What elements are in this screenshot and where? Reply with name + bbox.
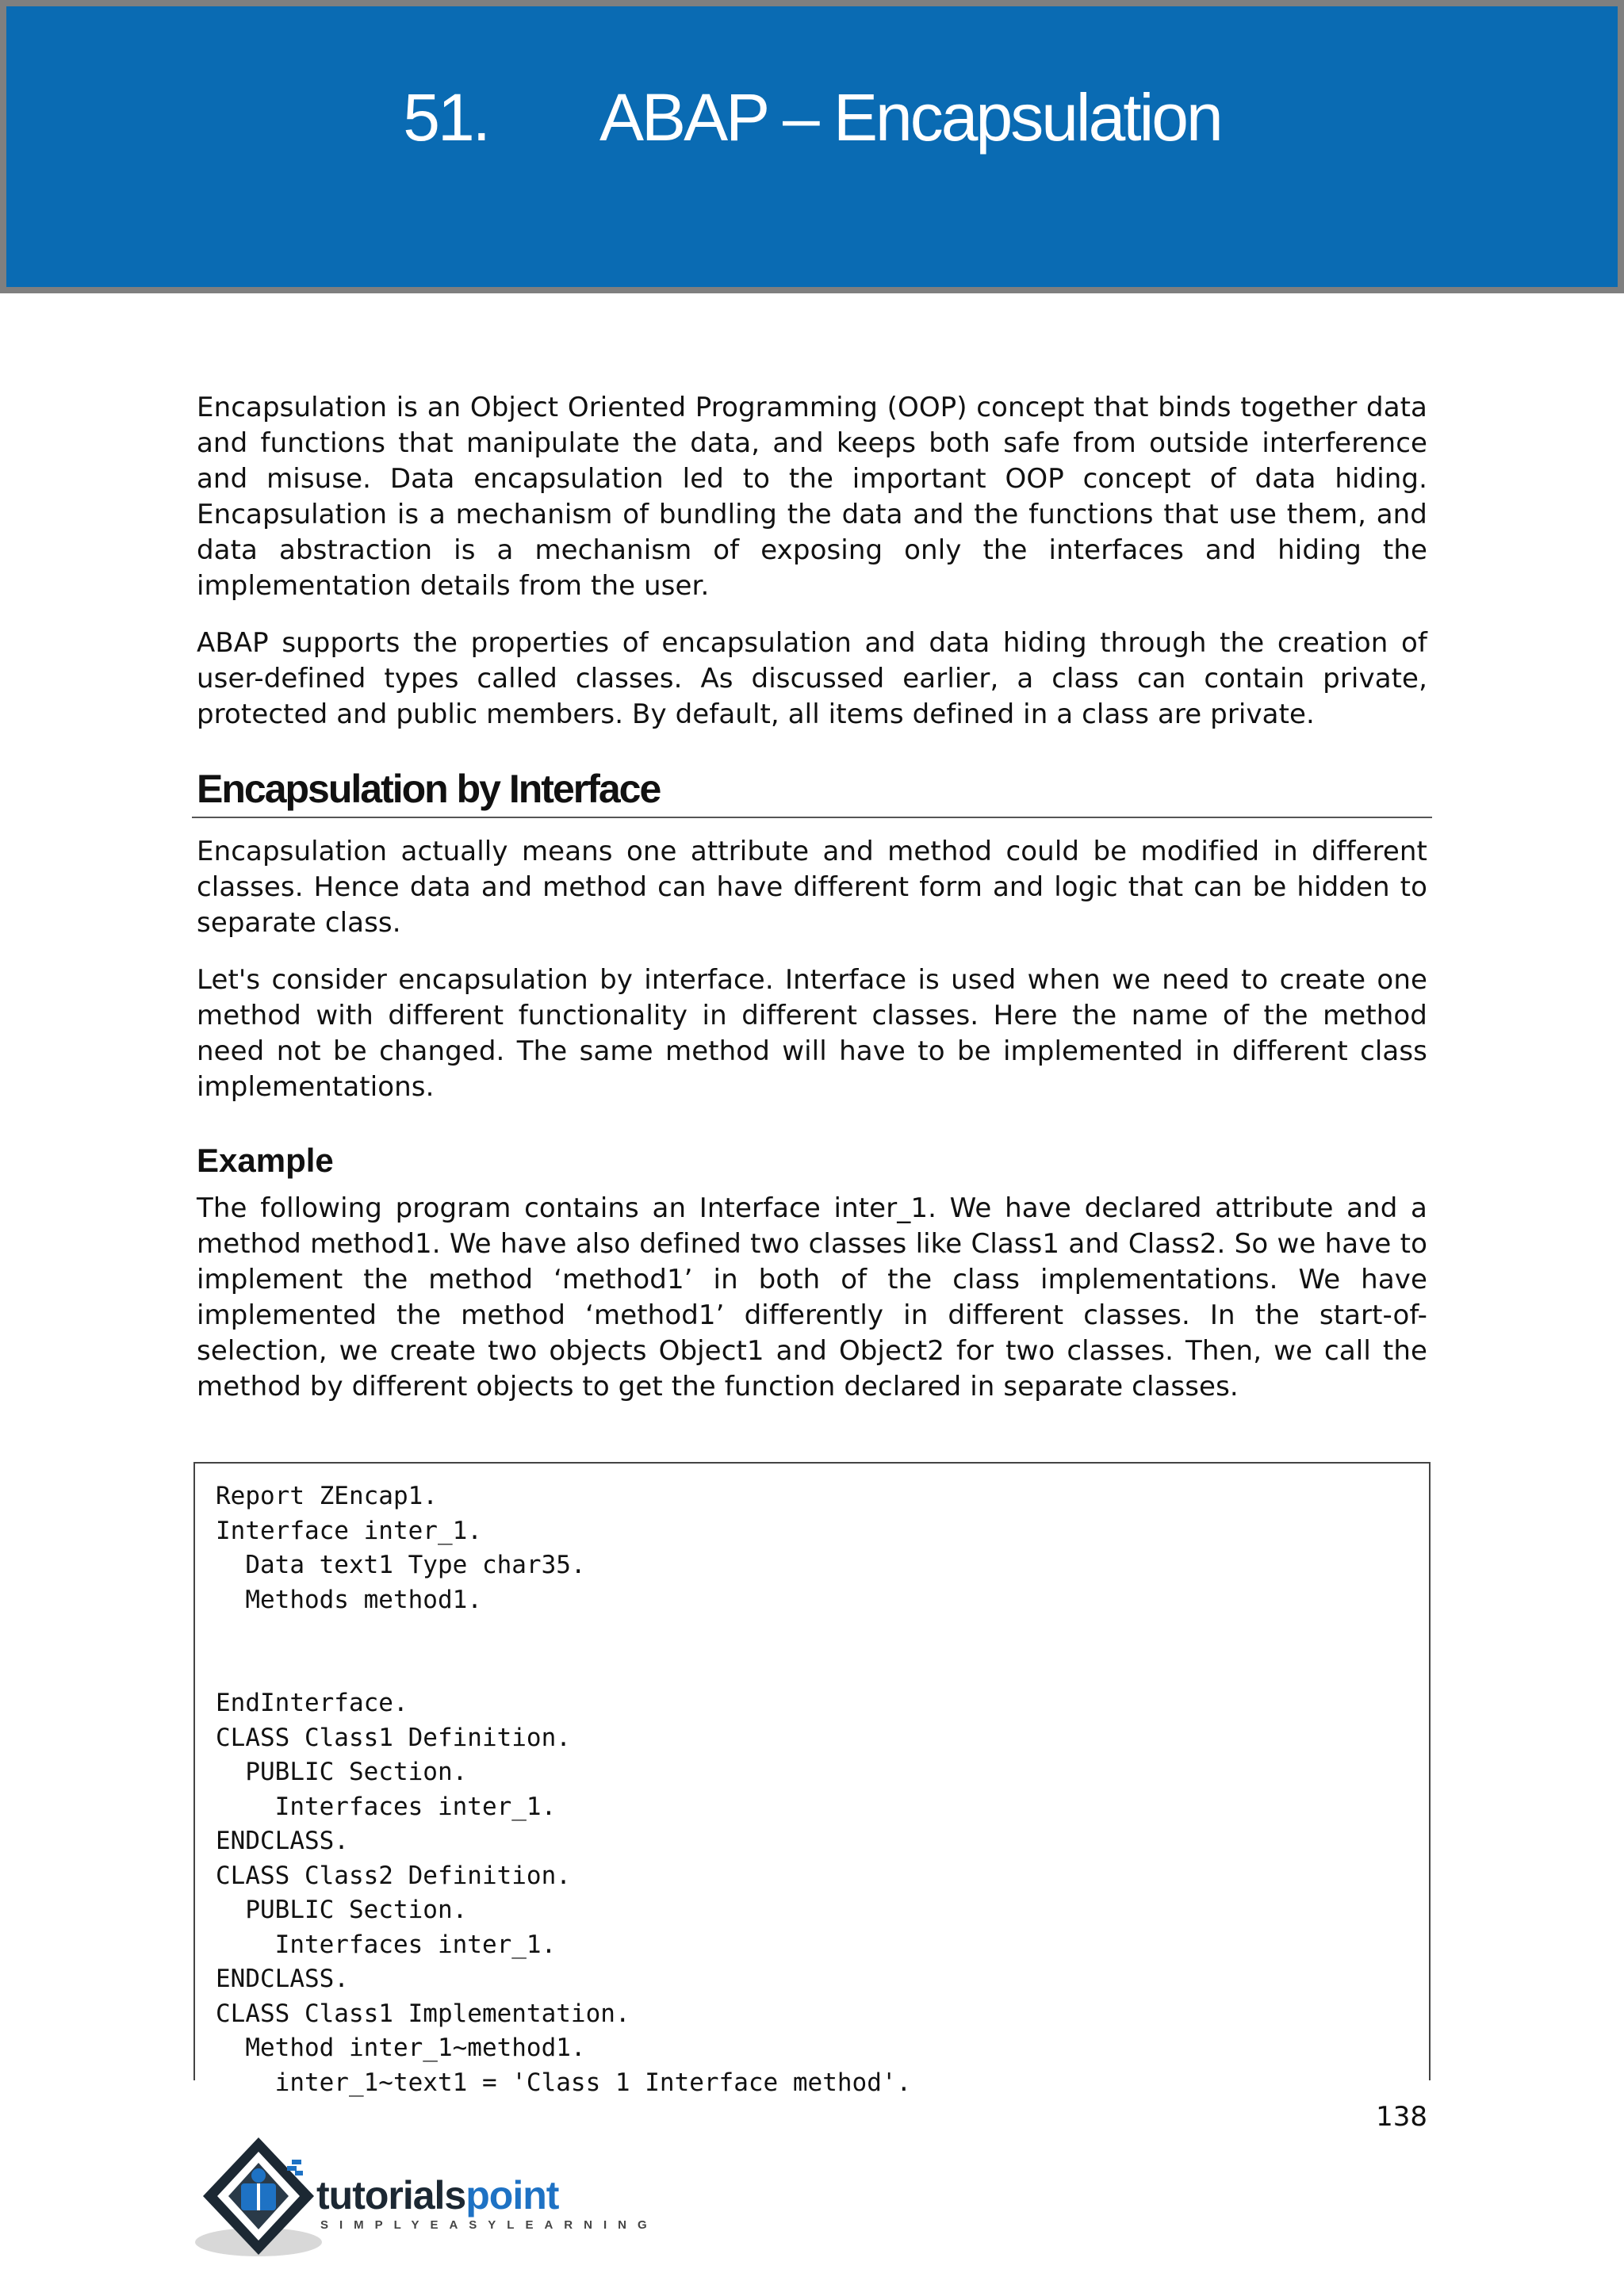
- code-line: Methods method1.: [216, 1585, 482, 1614]
- section-heading: Encapsulation by Interface: [192, 766, 1432, 818]
- chapter-number: 51.: [403, 80, 489, 155]
- section-paragraph: Encapsulation actually means one attribute and method could be modified in different classes. Hence data and method can have different form and logic that can be hidden to separate class.: [197, 836, 1427, 939]
- page-number: 138: [1376, 2101, 1427, 2133]
- code-line: Method inter_1~method1.: [216, 2034, 586, 2062]
- example-paragraph: The following program contains an Interface inter_1. We have declared attribute and a method method1. We have also defined two classes like Class1 and Class2. So we have to implement the method ‘method1’ in both of the class implementations. We have implemented the method ‘method1’ differently in different classes. In the start-of-selection, we create two objects Object1 and Object2 for two classes. Then, we call the method by different objects to get the function declared in separate classes.: [197, 1192, 1427, 1402]
- code-line: ENDCLASS.: [216, 1827, 349, 1855]
- code-line: PUBLIC Section.: [216, 1758, 468, 1786]
- code-line: [216, 1617, 1429, 1652]
- intro-paragraph: ABAP supports the properties of encapsulation and data hiding through the creation of user-defined types called classes. As discussed earlier, a class can contain private, protected and public members. By default, all items defined in a class are private.: [197, 627, 1427, 730]
- code-block: [193, 1462, 1431, 2097]
- code-line: [216, 1652, 1429, 1687]
- code-line: PUBLIC Section.: [216, 1896, 468, 1924]
- code-line: CLASS Class1 Definition.: [216, 1723, 571, 1752]
- code-line: Interfaces inter_1.: [216, 1930, 557, 1959]
- chapter-title: [0, 79, 1624, 156]
- code-line: CLASS Class1 Implementation.: [216, 1999, 630, 2028]
- tutorialspoint-logo: [193, 2131, 658, 2266]
- code-line: Interface inter_1.: [216, 1516, 482, 1545]
- example-heading: Example: [197, 1142, 334, 1179]
- code-line: Report ZEncap1.: [216, 1482, 438, 1510]
- code-line: Data text1 Type char35.: [216, 1551, 586, 1579]
- code-line: CLASS Class2 Definition.: [216, 1861, 571, 1890]
- code-line: EndInterface.: [216, 1689, 408, 1717]
- logo-wordmark: tutorialspoint: [316, 2173, 559, 2218]
- section-paragraph: Let's consider encapsulation by interface. Interface is used when we need to create one method with different functionality in different classes. Here the name of the method need not be changed. The same method will have to be implemented in different class implementations.: [197, 964, 1427, 1103]
- page-content: [197, 390, 1427, 1426]
- code-line: Interfaces inter_1.: [216, 1792, 557, 1821]
- logo-tagline: SIMPLYEASYLEARNING: [320, 2218, 658, 2232]
- code-line: ENDCLASS.: [216, 1965, 349, 1993]
- code-line: inter_1~text1 = 'Class 1 Interface method'.: [216, 2068, 912, 2097]
- intro-paragraph: Encapsulation is an Object Oriented Programming (OOP) concept that binds together data and functions that manipulate the data, and keeps both safe from outside interference and misuse. Data encapsulation led to the important OOP concept of data hiding. Encapsulation is a mechanism of bundling the data and the functions that use them, and data abstraction is a mechanism of exposing only the interfaces and hiding the implementation details from the user.: [197, 392, 1427, 602]
- chapter-title-text: ABAP – Encapsulation: [599, 80, 1221, 155]
